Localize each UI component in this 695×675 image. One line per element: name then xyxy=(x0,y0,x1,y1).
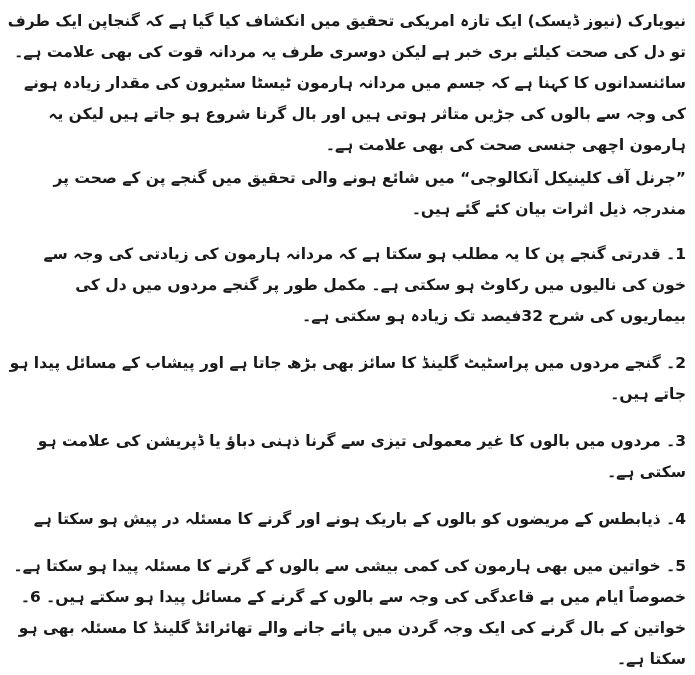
point-4-paragraph: 4۔ ذیابطس کے مریضوں کو بالوں کے باریک ہونے اور گرنے کا مسئلہ در پیش ہو سکتا ہے xyxy=(33,510,686,528)
point-1-paragraph: 1۔ قدرتی گنجے پن کا یہ مطلب ہو سکتا ہے کہ مردانہ ہارمون کی زیادتی کی وجہ سے خون کی نالیوں میں رکاوٹ ہو سکتی ہے۔ مکمل طور پر گنجے مردوں میں دل کی بیماریوں کی شرح 32فیصد تک زیادہ ہو سکتی ہے۔ xyxy=(43,245,686,325)
source-paragraph: ”جرنل آف کلینیکل آنکالوجی“ میں شائع ہونے والی تحقیق میں گنجے پن کے صحت پر مندرجہ ذیل اثرات بیان کئے گئے ہیں۔ xyxy=(53,169,686,218)
point-2-paragraph: 2۔ گنجے مردوں میں پراسٹیٹ گلینڈ کا سائز بھی بڑھ جاتا ہے اور پیشاب کے مسائل پیدا ہو جاتے ہیں۔ xyxy=(9,354,686,403)
intro-paragraph: نیویارک (نیوز ڈیسک) ایک تازہ امریکی تحقیق میں انکشاف کیا گیا ہے کہ گنجاپن ایک طرف تو دل کی صحت کیلئے بری خبر ہے لیکن دوسری طرف یہ مردانہ قوت کی بھی علامت ہے۔ سائنسدانوں کا کہنا ہے کہ جسم میں مردانہ ہارمون ٹیسٹا سٹیرون کی مقدار زیادہ ہونے کی وجہ سے بالوں کی جڑیں متاثر ہوتی ہیں اور بال گرنا شروع ہو جاتے ہیں لیکن یہ ہارمون اچھی جنسی صحت کی بھی علامت ہے۔ xyxy=(7,12,686,154)
article-body xyxy=(6,6,686,675)
point-3-paragraph: 3۔ مردوں میں بالوں کا غیر معمولی تیزی سے گرنا ذہنی دباؤ یا ڈپریشن کی علامت ہو سکتی ہے۔ xyxy=(37,432,686,481)
point-5-paragraph: 5۔ خواتین میں بھی ہارمون کی کمی بیشی سے بالوں کے گرنے کا مسئلہ پیدا ہو سکتا ہے۔ خصوصاً ایام میں بے قاعدگی کی وجہ سے بالوں کے گرنے کے مسائل پیدا ہو سکتے ہیں۔ 6۔ خواتین کے بال گرنے کی ایک وجہ گردن میں پائے جانے والے تھائرائڈ گلینڈ کا مسئلہ بھی ہو سکتا ہے۔ xyxy=(13,557,686,668)
